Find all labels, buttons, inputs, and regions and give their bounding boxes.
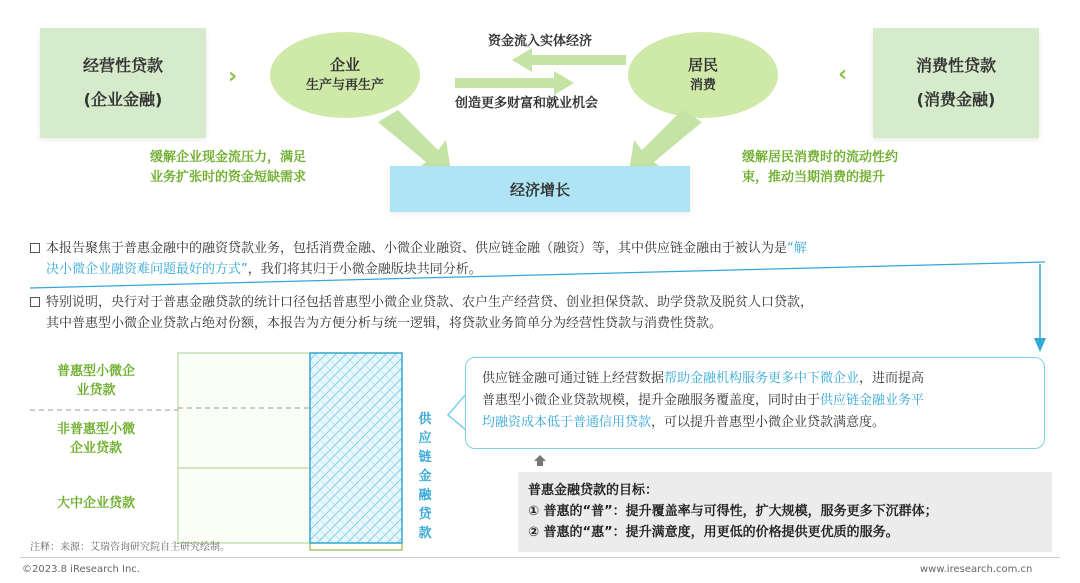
callout-highlight-1: 帮助金融机构服务更多中下微企业: [664, 371, 860, 386]
goal-up-arrow: [534, 455, 546, 461]
paragraph-1: [30, 238, 1050, 280]
chevron-right-icon: ›: [228, 64, 238, 89]
right-note-line1: 缓解居民消费时的流动性约: [742, 150, 899, 165]
goal-box: [518, 472, 1052, 552]
vlabel-char: 供: [418, 412, 432, 427]
right-note-line2: 束，推动当期消费的提升: [742, 170, 886, 185]
row1-line2: 业贷款: [76, 383, 116, 398]
row-label-large-medium: [36, 494, 156, 513]
operating-loan-subtitle: (企业金融): [83, 90, 163, 109]
supply-chain-bracket: [310, 543, 402, 550]
consumer-loan-subtitle: (消费金融): [916, 90, 996, 109]
bullet-square-icon: [30, 297, 40, 307]
flow-bottom-label: 创造更多财富和就业机会: [455, 96, 599, 111]
row2-line2: 企业贷款: [69, 441, 122, 456]
right-note: [742, 148, 898, 188]
row3-line1: 大中企业贷款: [56, 496, 135, 511]
goal-item1: 普惠的“普”：提升覆盖率与可得性，扩大规模，服务更多下沉群体；: [543, 504, 938, 519]
vlabel-char: 融: [418, 488, 432, 503]
vlabel-char: 金: [418, 469, 432, 484]
vlabel-char: 应: [418, 431, 432, 446]
supply-chain-vertical-label: [416, 410, 434, 543]
supply-chain-callout: [465, 357, 1045, 449]
footer-website: www.iresearch.com.cn: [920, 564, 1033, 575]
supply-chain-hatched-column: [310, 353, 402, 543]
consumer-loan-title: 消费性贷款: [915, 56, 996, 75]
callout-text-1: 供应链金融可通过链上经营数据: [482, 371, 665, 386]
paragraph-1-text-a: 本报告聚焦于普惠金融中的融资贷款业务，包括消费金融、小微企业融资、供应链金融（融资）等，其中供应链金融由于被认为是: [46, 241, 788, 256]
bullet-square-icon: [30, 243, 40, 253]
left-note-line1: 缓解企业现金流压力，满足: [150, 150, 307, 165]
callout-pointer: [448, 394, 466, 430]
left-note: [150, 148, 306, 188]
vlabel-char: 贷: [418, 507, 432, 522]
resident-title: 居民: [687, 56, 718, 74]
operating-loan-title: 经营性贷款: [82, 56, 163, 75]
callout-highlight-2: 供应链金融业务平: [820, 393, 925, 408]
paragraph-2: [30, 292, 1050, 334]
paragraph-1-quote-start: “解: [787, 241, 807, 256]
vlabel-char: 款: [418, 526, 432, 541]
paragraph-1-quote-end: 决小微企业融资难问题最好的方式”: [46, 262, 248, 277]
callout-text-3: 普惠型小微企业贷款规模，提升金融服务覆盖度，同时由于: [482, 393, 821, 408]
economic-growth-box: 经济增长: [390, 166, 690, 212]
paragraph-2-line2: 其中普惠型小微企业贷款占绝对份额，本报告为方便分析与统一逻辑，将贷款业务简单分为经营性贷款与消费性贷款。: [46, 316, 723, 331]
chevron-left-icon: ›: [838, 62, 848, 87]
source-note: 注释：来源：艾瑞咨询研究院自主研究绘制。: [30, 542, 230, 553]
enterprise-subtitle: 生产与再生产: [305, 78, 384, 93]
resident-subtitle: 消费: [689, 78, 716, 93]
footer-divider: [20, 557, 1060, 558]
goal-item1-number: ①: [528, 504, 540, 519]
callout-text-2: ，进而提高: [859, 371, 925, 386]
left-note-line2: 业务扩张时的资金短缺需求: [150, 170, 307, 185]
paragraph-2-line1: 特别说明，央行对于普惠金融贷款的统计口径包括普惠型小微企业贷款、农户生产经营贷、创业担保贷款、助学贷款及脱贫人口贷款，: [46, 295, 814, 310]
row1-line1: 普惠型小微企: [56, 364, 135, 379]
arrow-right-head: [554, 71, 574, 95]
enterprise-title: 企业: [329, 56, 360, 74]
callout-text-4: ，可以提升普惠型小微企业贷款满意度。: [651, 415, 886, 430]
row-label-inclusive-small: [36, 362, 156, 400]
vlabel-char: 链: [418, 450, 432, 465]
row2-line1: 非普惠型小微: [56, 422, 135, 437]
row-label-non-inclusive-small: [36, 420, 156, 458]
arrow-left-shaft: [530, 55, 626, 65]
flow-top-label: 资金流入实体经济: [488, 34, 593, 49]
arrow-left-head: [512, 48, 532, 72]
callout-highlight-3: 均融资成本低于普通信用贷款: [482, 415, 652, 430]
arrow-right-shaft: [455, 78, 555, 88]
goal-title: 普惠金融贷款的目标：: [528, 483, 659, 498]
paragraph-1-text-b: ，我们将其归于小微金融版块共同分析。: [247, 262, 482, 277]
goal-item2-number: ②: [528, 525, 540, 540]
connector-down-arrowhead: [1034, 338, 1046, 352]
goal-item2: 普惠的“惠”：提升满意度，用更低的价格提供更优质的服务。: [543, 525, 899, 540]
footer-copyright: ©2023.8 iResearch Inc.: [22, 564, 140, 575]
